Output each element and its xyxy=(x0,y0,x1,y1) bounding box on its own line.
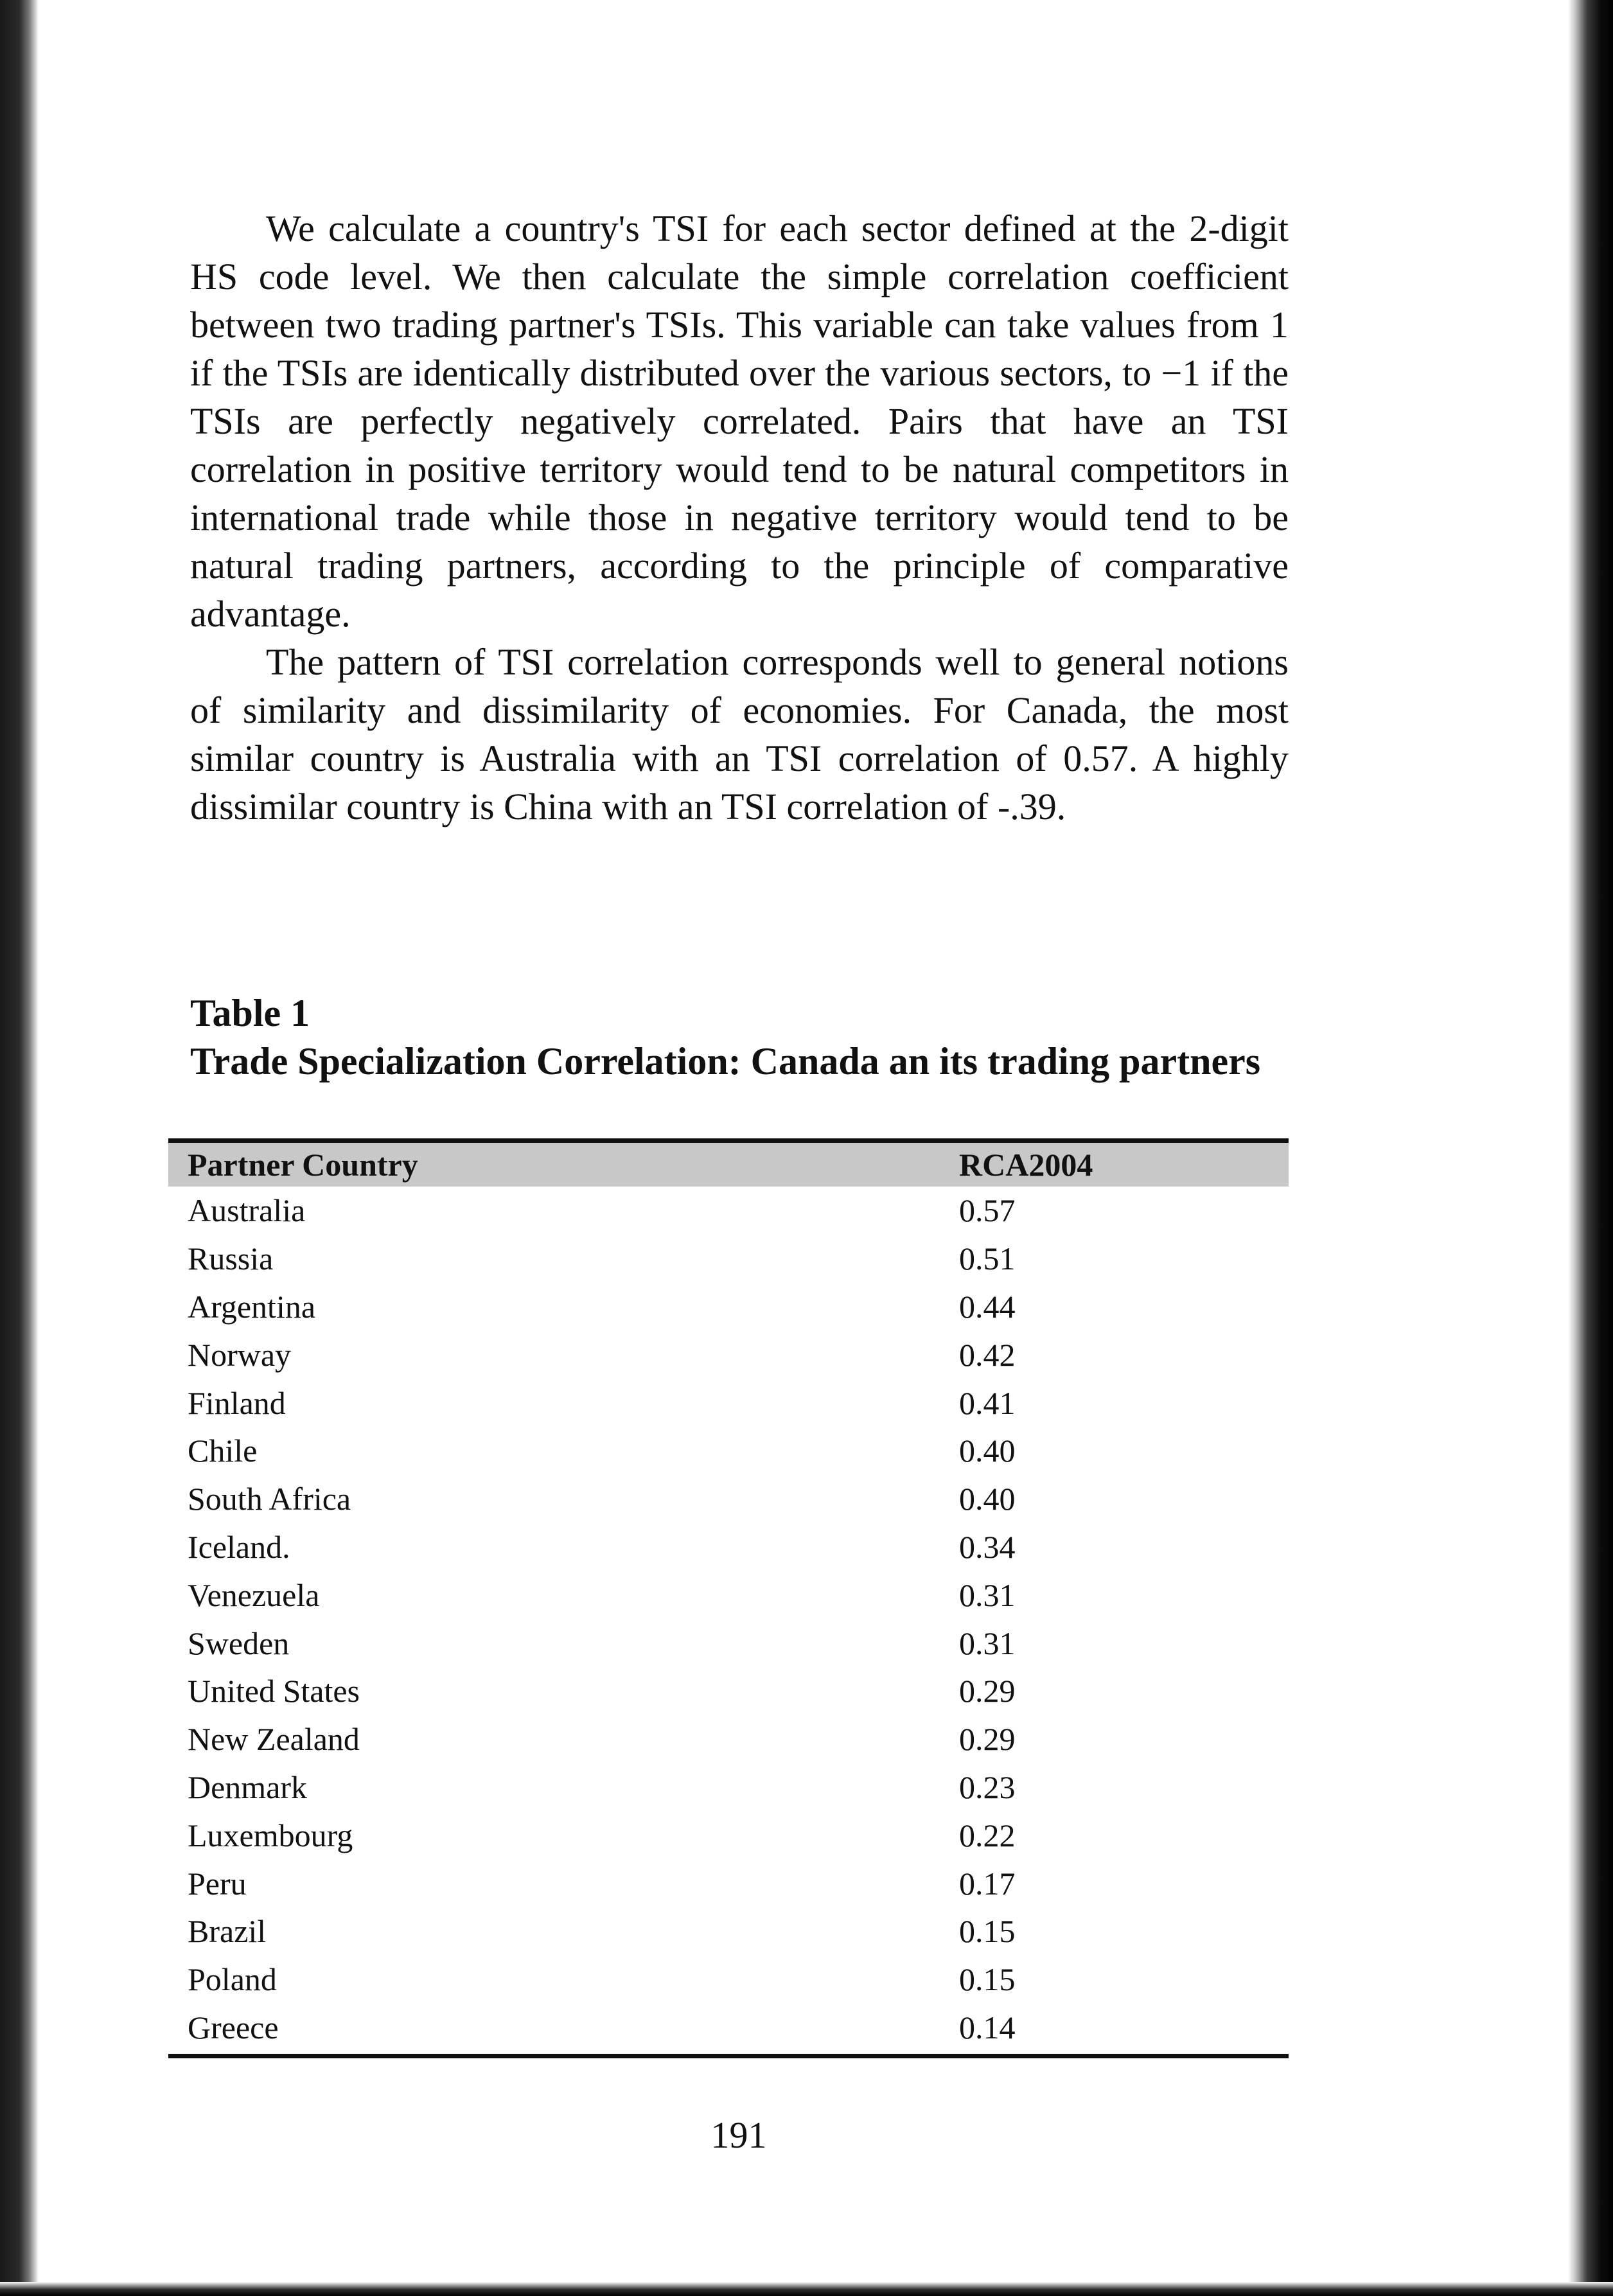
table-row xyxy=(168,1475,1289,1523)
rca2004-value-cell: 0.15 xyxy=(959,1961,1016,1998)
column-header-rca2004: RCA2004 xyxy=(927,1141,1289,1187)
table-row xyxy=(168,1283,1289,1331)
rca2004-value-cell: 0.40 xyxy=(959,1433,1016,1469)
column-header-partner-country: Partner Country xyxy=(168,1141,927,1187)
partner-country-cell: Argentina xyxy=(188,1288,316,1325)
table-body xyxy=(168,1187,1289,2051)
scan-bottom-edge-shadow xyxy=(0,2282,1613,2296)
table-label: Table 1 xyxy=(190,992,310,1034)
rca2004-value-cell: 0.40 xyxy=(959,1481,1016,1517)
page-number: 191 xyxy=(710,2114,767,2156)
rca2004-value-cell: 0.23 xyxy=(959,1769,1016,1805)
partner-country-cell: Greece xyxy=(188,2009,279,2045)
partner-country-cell: Chile xyxy=(188,1433,258,1469)
partner-country-cell: Iceland. xyxy=(188,1528,290,1565)
partner-country-cell: Denmark xyxy=(188,1769,308,1805)
table-header-row xyxy=(168,1141,1289,1187)
rca2004-value-cell: 0.41 xyxy=(959,1384,1016,1421)
rca2004-value-cell: 0.31 xyxy=(959,1576,1016,1613)
table-row xyxy=(168,1330,1289,1379)
rca2004-value-cell: 0.57 xyxy=(959,1192,1016,1229)
partner-country-cell: Russia xyxy=(188,1241,274,1277)
rca2004-value-cell: 0.31 xyxy=(959,1625,1016,1661)
table-row xyxy=(168,1811,1289,1859)
paragraph-1: We calculate a country's TSI for each sector defined at the 2-digit HS code level. We then calculate the simple correlation coefficient between two trading partner's TSIs. This variable can take values from 1 if the TSIs are identically distributed over the various sectors, to −1 if the TSIs are perfectly negatively correlated. Pairs that have an TSI correlation in positive territory would tend to be natural competitors in international trade while those in negative territory would tend to be natural trading partners, according to the principle of comparative advantage. xyxy=(190,208,1289,635)
table-row xyxy=(168,1956,1289,2004)
partner-country-cell: New Zealand xyxy=(188,1721,360,1758)
scan-binding-shadow xyxy=(0,0,39,2296)
table-row xyxy=(168,1187,1289,1235)
rca2004-value-cell: 0.22 xyxy=(959,1817,1016,1853)
partner-country-cell: Poland xyxy=(188,1961,277,1998)
rca2004-value-cell: 0.34 xyxy=(959,1528,1016,1565)
table-row xyxy=(168,1235,1289,1283)
table-row xyxy=(168,1907,1289,1956)
partner-country-cell: Luxembourg xyxy=(188,1817,353,1853)
partner-country-cell: Finland xyxy=(188,1384,286,1421)
table-title: Trade Specialization Correlation: Canada an its trading partners xyxy=(190,1040,1261,1082)
partner-country-cell: Sweden xyxy=(188,1625,290,1661)
table-row xyxy=(168,1763,1289,1812)
partner-country-cell: Venezuela xyxy=(188,1576,320,1613)
table-row xyxy=(168,1379,1289,1427)
table-caption xyxy=(190,989,1289,1086)
partner-country-cell: Australia xyxy=(188,1192,306,1229)
table-row xyxy=(168,1571,1289,1619)
rca2004-value-cell: 0.44 xyxy=(959,1288,1016,1325)
rca2004-value-cell: 0.29 xyxy=(959,1721,1016,1758)
table-row xyxy=(168,1427,1289,1475)
table-row xyxy=(168,2004,1289,2052)
rca2004-value-cell: 0.29 xyxy=(959,1673,1016,1709)
rca2004-value-cell: 0.14 xyxy=(959,2009,1016,2045)
partner-country-cell: United States xyxy=(188,1673,360,1709)
partner-country-cell: Peru xyxy=(188,1865,247,1902)
table-row xyxy=(168,1619,1289,1667)
body-text xyxy=(190,204,1289,831)
table-row xyxy=(168,1715,1289,1763)
partner-country-cell: Norway xyxy=(188,1336,292,1373)
rca2004-value-cell: 0.15 xyxy=(959,1913,1016,1950)
partner-country-cell: Brazil xyxy=(188,1913,267,1950)
rca2004-value-cell: 0.42 xyxy=(959,1336,1016,1373)
partner-country-cell: South Africa xyxy=(188,1481,351,1517)
table-row xyxy=(168,1667,1289,1715)
rca2004-value-cell: 0.51 xyxy=(959,1241,1016,1277)
paragraph-2: The pattern of TSI correlation corresponds well to general notions of similarity and dissimilarity of economies. For Canada, the most similar country is Australia with an TSI correlation of 0.57. A highly dissimilar country is China with an TSI correlation of -.39. xyxy=(190,641,1289,827)
table-row xyxy=(168,1523,1289,1571)
tsi-correlation-table xyxy=(168,1138,1289,2051)
table-row xyxy=(168,1859,1289,1907)
rca2004-value-cell: 0.17 xyxy=(959,1865,1016,1902)
table-bottom-rule xyxy=(168,2054,1289,2058)
scan-page-edge-shadow xyxy=(1568,0,1613,2296)
